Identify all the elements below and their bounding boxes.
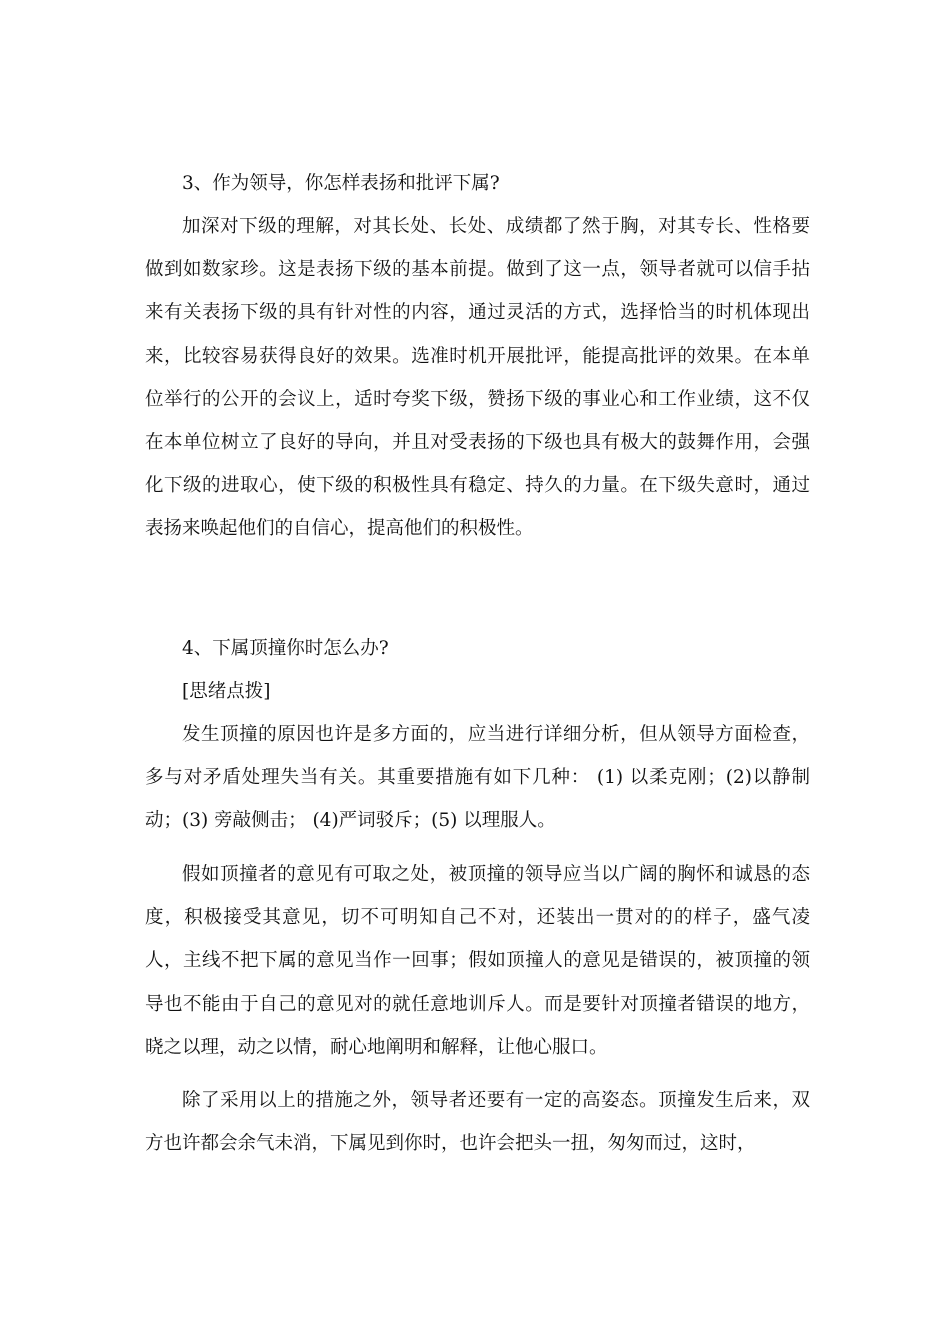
section-3-paragraph: 加深对下级的理解，对其长处、长处、成绩都了然于胸，对其专长、性格要做到如数家珍。这是表扬下级的基本前提。做到了这一点，领导者就可以信手拈来有关表扬下级的具有针对性的内容，通过灵活的方式，选择恰当的时机体现出来，比较容易获得良好的效果。选准时机开展批评，能提高批评的效果。在本单位举行的公开的会议上，适时夸奖下级，赞扬下级的事业心和工作业绩，这不仅在本单位树立了良好的导向，并且对受表扬的下级也具有极大的鼓舞作用，会强化下级的进取心，使下级的积极性具有稳定、持久的力量。在下级失意时，通过表扬来唤起他们的自信心，提高他们的积极性。 <box>145 216 810 540</box>
section-4-heading: 4、下属顶撞你时怎么办? <box>182 638 389 659</box>
section-4-paragraph-3: 除了采用以上的措施之外，领导者还要有一定的高姿态。顶撞发生后来，双方也许都会余气未消，下属见到你时，也许会把头一扭，匆匆而过，这时， <box>145 1090 810 1155</box>
section-4-paragraph-1: 发生顶撞的原因也许是多方面的，应当进行详细分析，但从领导方面检查，多与对矛盾处理失当有关。其重要措施有如下几种： (1) 以柔克刚；(2)以静制动；(3) 旁敲侧击； (4)严词驳斥；(5) 以理服人。 <box>145 724 810 832</box>
section-3-heading: 3、作为领导，你怎样表扬和批评下属? <box>182 173 500 194</box>
section-4-paragraph-2: 假如顶撞者的意见有可取之处，被顶撞的领导应当以广阔的胸怀和诚恳的态度，积极接受其意见，切不可明知自己不对，还装出一贯对的的样子，盛气凌人，主线不把下属的意见当作一回事；假如顶撞人的意见是错误的，被顶撞的领导也不能由于自己的意见对的就任意地训斥人。而是要针对顶撞者错误的地方，晓之以理，动之以情，耐心地阐明和解释，让他心服口。 <box>145 864 810 1058</box>
section-4-subheading: [思绪点拨] <box>182 681 271 702</box>
